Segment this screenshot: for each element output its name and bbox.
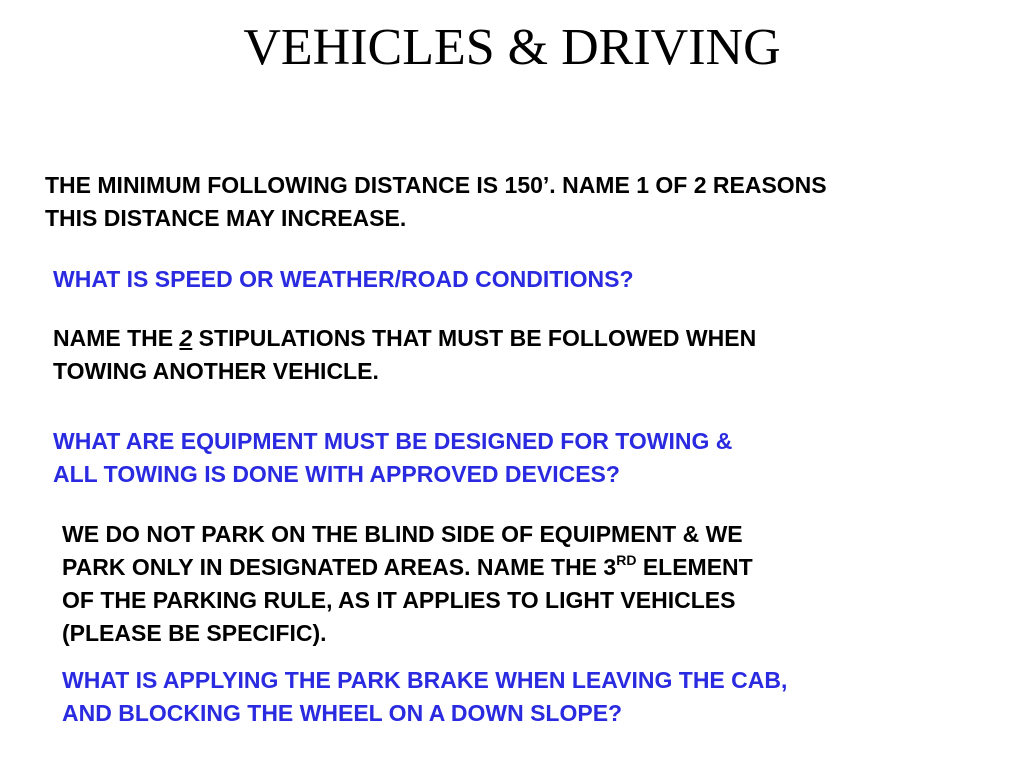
question-3-line-4: (PLEASE BE SPECIFIC).	[62, 620, 327, 646]
question-2-line-1	[53, 322, 756, 355]
question-1-line-1: THE MINIMUM FOLLOWING DISTANCE IS 150’. NAME 1 OF 2 REASONS	[45, 172, 827, 198]
answer-3-line-2: AND BLOCKING THE WHEEL ON A DOWN SLOPE?	[62, 700, 623, 726]
question-2-line-2: TOWING ANOTHER VEHICLE.	[53, 358, 379, 384]
question-1-line-2: THIS DISTANCE MAY INCREASE.	[45, 205, 407, 231]
answer-3	[62, 664, 787, 730]
slide-title: VEHICLES & DRIVING	[243, 19, 781, 76]
answer-2-line-1: WHAT ARE EQUIPMENT MUST BE DESIGNED FOR TOWING &	[53, 428, 733, 454]
question-3-line-2	[62, 551, 753, 584]
question-3-line-3: OF THE PARKING RULE, AS IT APPLIES TO LIGHT VEHICLES	[62, 587, 736, 613]
question-2-prefix: NAME THE	[53, 325, 180, 351]
answer-1-line-1: WHAT IS SPEED OR WEATHER/ROAD CONDITIONS?	[53, 266, 634, 292]
question-3	[62, 518, 753, 650]
answer-2-line-2: ALL TOWING IS DONE WITH APPROVED DEVICES?	[53, 461, 620, 487]
question-1	[45, 169, 827, 235]
ordinal-superscript: RD	[616, 552, 637, 568]
question-3-line-2-suffix: ELEMENT	[636, 554, 753, 580]
question-2-suffix: STIPULATIONS THAT MUST BE FOLLOWED WHEN	[192, 325, 757, 351]
answer-2	[53, 425, 732, 491]
answer-1	[53, 263, 634, 296]
answer-3-line-1: WHAT IS APPLYING THE PARK BRAKE WHEN LEAVING THE CAB,	[62, 667, 788, 693]
question-2-emphasis: 2	[179, 325, 193, 351]
question-3-line-2-prefix: PARK ONLY IN DESIGNATED AREAS. NAME THE 3	[62, 554, 617, 580]
question-2	[53, 322, 756, 388]
question-3-line-1: WE DO NOT PARK ON THE BLIND SIDE OF EQUIPMENT & WE	[62, 521, 743, 547]
